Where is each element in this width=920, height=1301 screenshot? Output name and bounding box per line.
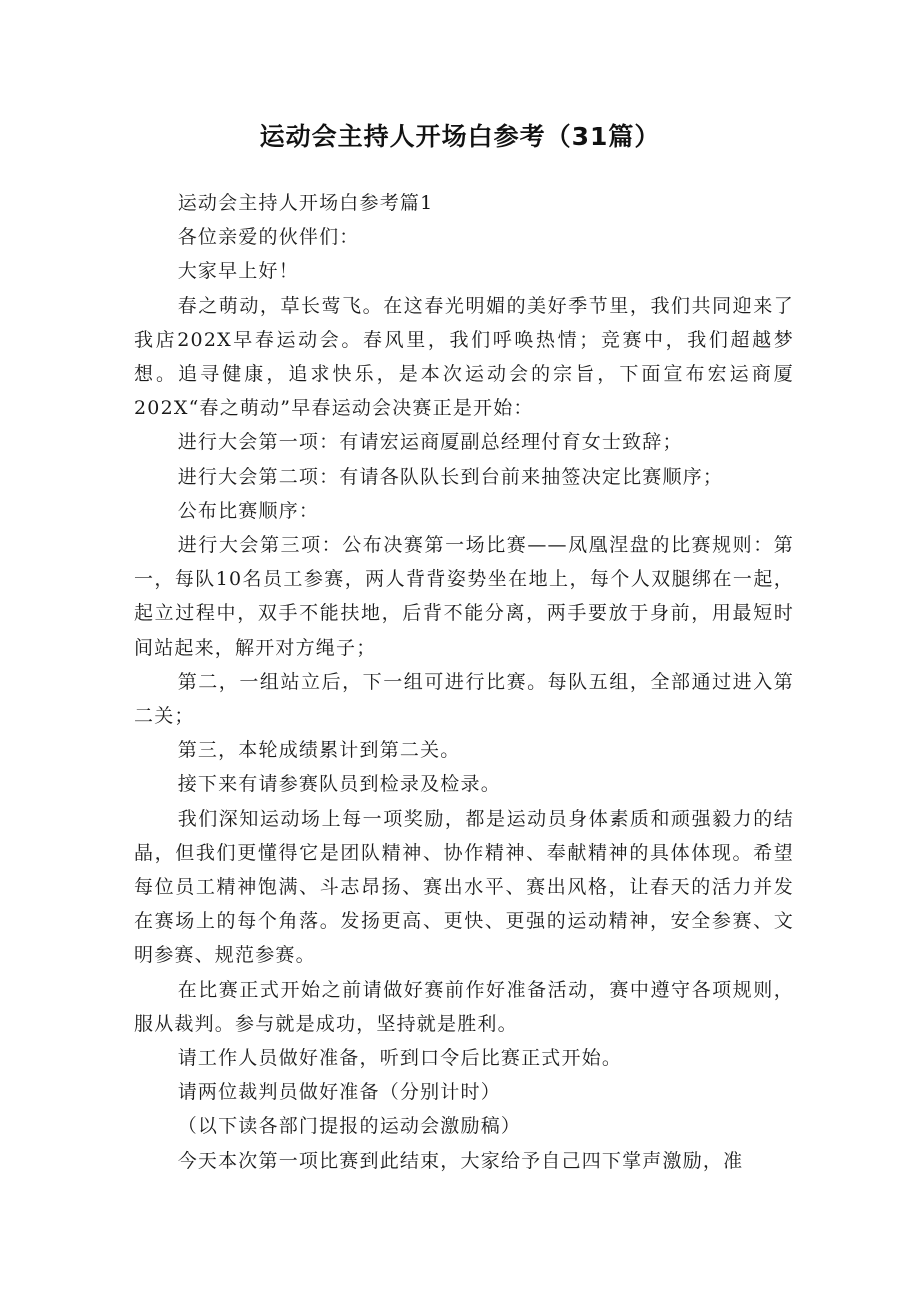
paragraph-greeting: 各位亲爱的伙伴们： bbox=[177, 226, 360, 249]
paragraph-opening: 春之萌动，草长莺飞。在这春光明媚的美好季节里，我们共同迎来了我店202X早春运动会。春风里，我们呼唤热情；竞赛中，我们超越梦想。追寻健康，追求快乐，是本次运动会的宗旨，下面宣布宏运商厦202X“春之萌动”早春运动会决赛正是开始： bbox=[134, 294, 794, 420]
paragraph-good-morning: 大家早上好！ bbox=[177, 260, 299, 283]
paragraph-referee-ready: 请两位裁判员做好准备（分别计时） bbox=[177, 1081, 501, 1104]
paragraph-closing: 今天本次第一项比赛到此结束，大家给予自己四下掌声激励，准 bbox=[177, 1149, 744, 1172]
document-title: 运动会主持人开场白参考（31篇） bbox=[259, 122, 661, 151]
document-body bbox=[134, 186, 794, 1178]
section-heading: 运动会主持人开场白参考篇1 bbox=[177, 192, 434, 214]
paragraph-check-in: 接下来有请参赛队员到检录及检录。 bbox=[177, 773, 501, 796]
paragraph-rule-2: 第二，一组站立后，下一组可进行比赛。每队五组，全部通过进入第二关； bbox=[134, 670, 794, 728]
paragraph-item-2: 进行大会第二项：有请各队队长到台前来抽签决定比赛顺序； bbox=[177, 465, 724, 488]
paragraph-rule-3: 第三，本轮成绩累计到第二关。 bbox=[177, 739, 461, 762]
paragraph-spirit: 我们深知运动场上每一项奖励，都是运动员身体素质和顽强毅力的结晶，但我们更懂得它是团队精神、协作精神、奉献精神的具体体现。希望每位员工精神饱满、斗志昂扬、赛出水平、赛出风格，让春天的活力并发在赛场上的每个角落。发扬更高、更快、更强的运动精神，安全参赛、文明参赛、规范参赛。 bbox=[134, 807, 794, 967]
paragraph-warmup: 在比赛正式开始之前请做好赛前作好准备活动，赛中遵守各项规则，服从裁判。参与就是成功，坚持就是胜利。 bbox=[134, 978, 794, 1035]
paragraph-read-drafts: （以下读各部门提报的运动会激励稿） bbox=[177, 1115, 522, 1138]
paragraph-item-3: 进行大会第三项：公布决赛第一场比赛——凤凰涅盘的比赛规则：第一，每队10名员工参赛，两人背背姿势坐在地上，每个人双腿绑在一起，起立过程中，双手不能扶地，后背不能分离，两手要放于身前，用最短时间站起来，解开对方绳子； bbox=[134, 534, 794, 659]
paragraph-staff-ready: 请工作人员做好准备，听到口令后比赛正式开始。 bbox=[177, 1047, 623, 1070]
paragraph-order: 公布比赛顺序： bbox=[177, 499, 320, 522]
paragraph-item-1: 进行大会第一项：有请宏运商厦副总经理付育女士致辞； bbox=[177, 431, 683, 454]
